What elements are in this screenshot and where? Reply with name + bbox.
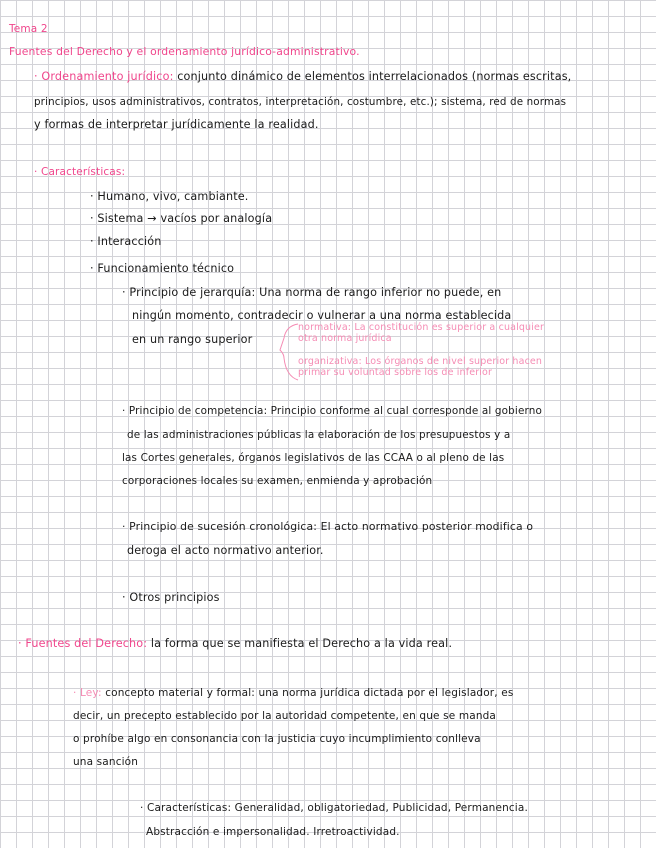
ley-text-1: concepto material y formal: una norma jurídica dictada por el legislador, es [105, 687, 514, 699]
fuentes-term: · Fuentes del Derecho: [18, 637, 148, 650]
jerarquia-line-2: ningún momento, contradecir o vulnerar a una norma establecida [132, 309, 512, 322]
ordenamiento-line-2: principios, usos administrativos, contratos, interpretación, costumbre, etc.); sistema, red de normas [34, 96, 567, 108]
ley-line-4: una sanción [73, 756, 139, 768]
competencia-line-3: las Cortes generales, órganos legislativos de las CCAA o al pleno de las [122, 452, 505, 464]
ley-line-2: decir, un precepto establecido por la autoridad competente, en que se manda [73, 710, 497, 722]
tema-label: Tema 2 [9, 23, 48, 35]
competencia-line-1: · Principio de competencia: Principio conforme al cual corresponde al gobierno [122, 405, 542, 417]
caracteristica-item: · Humano, vivo, cambiante. [90, 190, 249, 203]
caracteristicas-heading: · Características: [34, 166, 126, 178]
competencia-line-2: de las administraciones públicas la elaboración de los presupuestos y a [127, 429, 511, 441]
brace-icon [270, 320, 300, 384]
page-title: Fuentes del Derecho y el ordenamiento jurídico-administrativo. [9, 45, 360, 58]
ley-caracteristicas-1: · Características: Generalidad, obligatoriedad, Publicidad, Permanencia. [140, 802, 528, 814]
ordenamiento-line-3: y formas de interpretar jurídicamente la realidad. [34, 118, 319, 131]
ordenamiento-text-1: conjunto dinámico de elementos interrelacionados (normas escritas, [177, 70, 572, 83]
ordenamiento-term: · Ordenamiento jurídico: [34, 70, 174, 83]
caracteristica-item: · Interacción [90, 235, 162, 248]
ley-line-1 [73, 686, 513, 700]
competencia-line-4: corporaciones locales su examen, enmienda y aprobación [122, 475, 433, 487]
otros-principios: · Otros principios [122, 591, 220, 604]
jerarquia-line-1: · Principio de jerarquía: Una norma de rango inferior no puede, en [122, 286, 502, 299]
jerarquia-line-3: en un rango superior [132, 333, 253, 346]
sucesion-line-1: · Principio de sucesión cronológica: El acto normativo posterior modifica o [122, 520, 534, 533]
fuentes-line [18, 637, 452, 651]
organizativa-line-2: primar su voluntad sobre los de inferior [298, 367, 493, 378]
normativa-line-1: normativa: La constitución es superior a cualquier [298, 322, 545, 333]
organizativa-line-1: organizativa: Los órganos de nivel superior hacen [298, 356, 543, 367]
sucesion-line-2: deroga el acto normativo anterior. [127, 544, 324, 557]
ley-line-3: o prohíbe algo en consonancia con la justicia cuyo incumplimiento conlleva [73, 733, 481, 745]
caracteristica-item: · Funcionamiento técnico [90, 262, 235, 275]
ley-caracteristicas-2: Abstracción e impersonalidad. Irretroactividad. [146, 826, 400, 838]
normativa-line-2: otra norma jurídica [298, 333, 392, 344]
caracteristica-item: · Sistema → vacíos por analogía [90, 212, 273, 225]
fuentes-text: la forma que se manifiesta el Derecho a la vida real. [150, 637, 453, 650]
ordenamiento-line-1 [34, 70, 571, 84]
ley-term: · Ley: [73, 687, 102, 699]
